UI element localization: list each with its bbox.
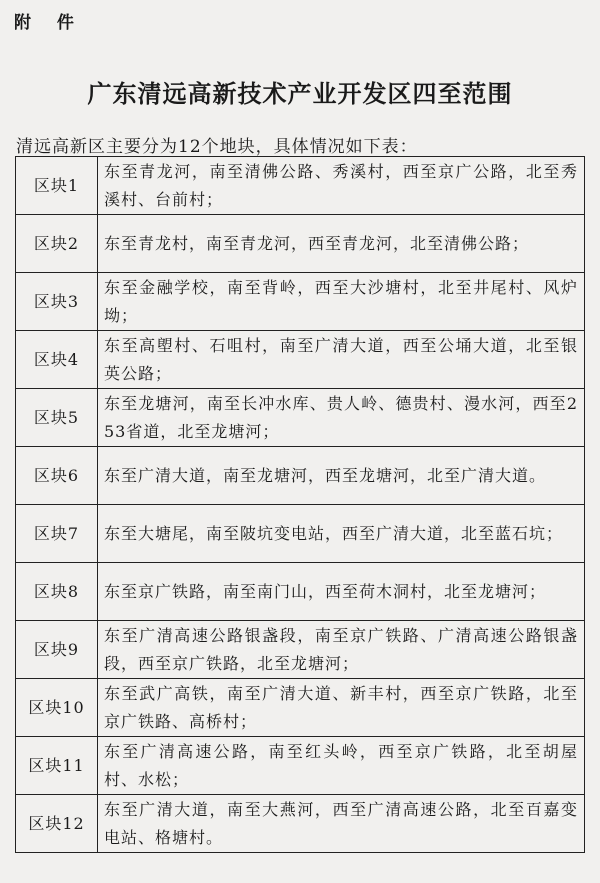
blocks-table-body [16,157,585,853]
block-description: 东至青龙村，南至青龙河，西至青龙河，北至清佛公路； [98,215,585,273]
table-row [16,621,585,679]
table-row [16,157,585,215]
block-name: 区块3 [16,273,98,331]
block-description: 东至青龙河，南至清佛公路、秀溪村，西至京广公路，北至秀溪村、台前村； [98,157,585,215]
block-name: 区块8 [16,563,98,621]
block-description: 东至广清大道，南至大燕河，西至广清高速公路，北至百嘉变电站、格塘村。 [98,795,585,853]
block-description: 东至金融学校，南至背岭，西至大沙塘村，北至井尾村、风炉坳； [98,273,585,331]
block-description: 东至龙塘河，南至长冲水库、贵人岭、德贵村、漫水河，西至253省道，北至龙塘河； [98,389,585,447]
table-row [16,795,585,853]
table-row [16,505,585,563]
intro-text: 清远高新区主要分为12个地块，具体情况如下表： [16,137,418,157]
attachment-label: 附 件 [14,13,84,33]
block-name: 区块5 [16,389,98,447]
blocks-table [15,156,585,853]
block-description: 东至高塱村、石咀村，南至广清大道，西至公埇大道，北至银英公路； [98,331,585,389]
block-name: 区块11 [16,737,98,795]
table-row [16,273,585,331]
block-description: 东至武广高铁，南至广清大道、新丰村，西至京广铁路，北至京广铁路、高桥村； [98,679,585,737]
table-row [16,563,585,621]
block-description: 东至广清高速公路银盏段，南至京广铁路、广清高速公路银盏段，西至京广铁路，北至龙塘河； [98,621,585,679]
block-description: 东至广清高速公路，南至红头岭，西至京广铁路，北至胡屋村、水松； [98,737,585,795]
block-name: 区块10 [16,679,98,737]
table-row [16,737,585,795]
table-row [16,331,585,389]
block-name: 区块6 [16,447,98,505]
block-name: 区块4 [16,331,98,389]
block-name: 区块7 [16,505,98,563]
block-name: 区块12 [16,795,98,853]
block-description: 东至广清大道，南至龙塘河，西至龙塘河，北至广清大道。 [98,447,585,505]
table-row [16,215,585,273]
table-row [16,679,585,737]
block-name: 区块2 [16,215,98,273]
block-description: 东至京广铁路，南至南门山，西至荷木洞村，北至龙塘河； [98,563,585,621]
page-title: 广东清远高新技术产业开发区四至范围 [87,80,513,108]
block-name: 区块9 [16,621,98,679]
block-name: 区块1 [16,157,98,215]
table-row [16,447,585,505]
table-row [16,389,585,447]
block-description: 东至大塘尾，南至陂坑变电站，西至广清大道，北至蓝石坑； [98,505,585,563]
